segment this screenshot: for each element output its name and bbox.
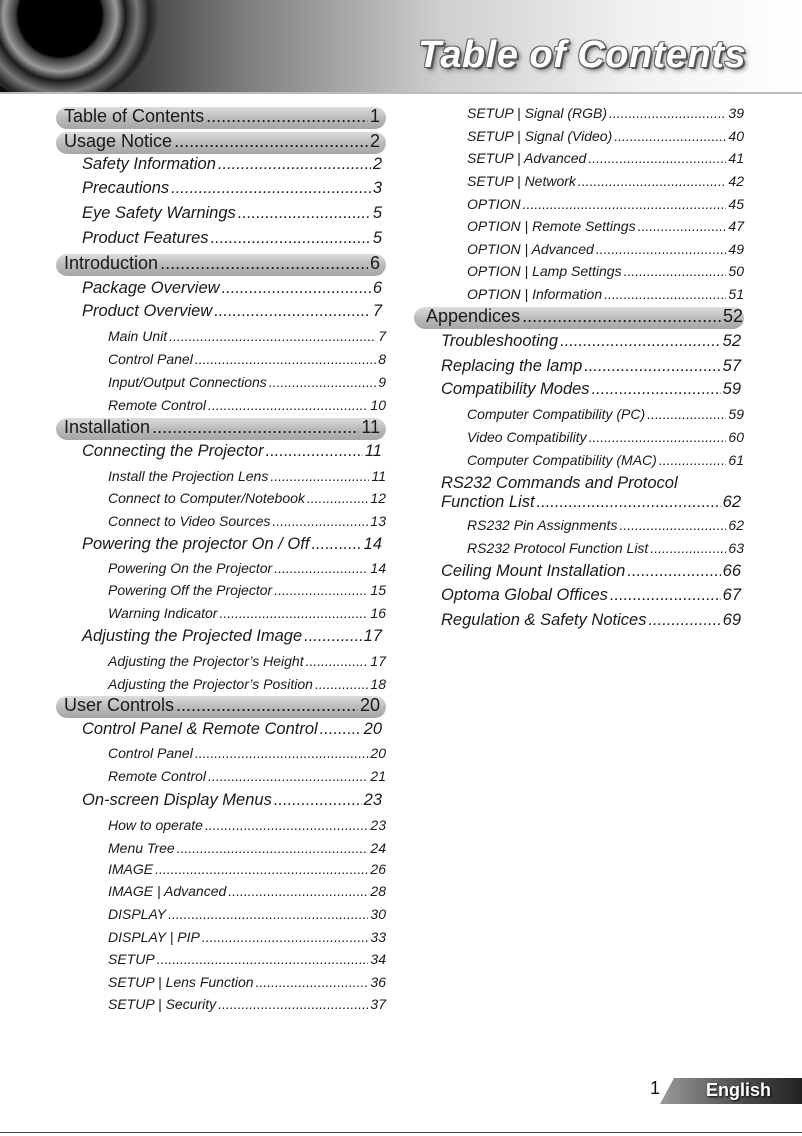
toc-entry-title: Compatibility Modes [441,380,590,399]
toc-entry-title: SETUP | Signal (RGB) [467,104,608,121]
toc-entry-title: Input/Output Connections [108,373,267,390]
toc-entry-title: OPTION [467,195,521,212]
toc-entry-title: Connecting the Projector [82,442,264,461]
toc-page-number: 40 [728,127,744,144]
toc-page-number: 5 [372,229,382,248]
toc-entry-title: Replacing the lamp [441,357,583,376]
toc-page-number: 20 [359,695,380,716]
header-divider [0,92,802,94]
toc-entry-title: RS232 Commands and Protocol [441,474,678,493]
toc-page-number: 12 [370,489,386,506]
toc-entry[interactable] [108,582,386,598]
toc-entry[interactable] [441,586,741,605]
toc-page-number: 1 [369,106,380,127]
toc-leader-dots [659,452,727,468]
toc-leader-dots [578,173,727,189]
toc-entry[interactable] [467,263,744,279]
toc-leader-dots [176,695,358,716]
language-label: English [706,1080,772,1100]
toc-leader-dots [627,562,720,581]
toc-page-number: 26 [370,860,386,877]
toc-entry-title: SETUP | Advanced [467,149,587,166]
toc-entry[interactable] [82,720,382,739]
toc-leader-dots [218,996,368,1012]
projector-lens-graphic [0,0,160,92]
toc-entry[interactable] [441,380,741,399]
toc-page-number: 7 [372,302,382,321]
toc-leader-dots [195,745,369,761]
toc-entry[interactable] [108,974,386,990]
toc-entry-title: Optoma Global Offices [441,586,608,605]
toc-page-number: 15 [370,581,386,598]
toc-entry[interactable] [441,474,678,493]
toc-entry[interactable] [108,929,386,945]
toc-entry[interactable] [82,791,382,810]
toc-leader-dots [624,263,727,279]
toc-entry-title: Control Panel [108,350,193,367]
toc-entry[interactable] [108,883,386,899]
footer-divider [0,1132,802,1133]
toc-leader-dots [256,974,369,990]
toc-entry-title: Usage Notice [64,131,173,152]
toc-page-number: 20 [370,744,386,761]
toc-leader-dots [596,241,727,257]
toc-entry-title: User Controls [64,695,175,716]
toc-section-entry[interactable] [64,417,380,438]
toc-entry-title: Troubleshooting [441,332,559,351]
toc-entry-title: Video Compatibility [467,428,587,445]
toc-entry[interactable] [467,286,744,302]
page-header [0,0,802,92]
toc-entry-title: OPTION | Advanced [467,240,594,257]
toc-entry-title: Function List [441,493,535,512]
toc-leader-dots [592,380,721,399]
toc-leader-dots [269,374,376,390]
toc-page-number: 14 [363,535,382,554]
toc-section-entry[interactable] [64,131,380,152]
toc-entry-title: Powering Off the Projector [108,581,273,598]
toc-page-number: 11 [364,442,382,461]
toc-entry-title: RS232 Pin Assignments [467,516,618,533]
toc-page-number: 52 [722,306,743,327]
toc-entry[interactable] [108,490,386,506]
toc-section-entry[interactable] [64,695,380,716]
toc-entry-title: Computer Compatibility (MAC) [467,451,657,468]
toc-entry-title: SETUP | Signal (Video) [467,127,613,144]
toc-page-number: 45 [728,195,744,212]
toc-entry-title: Adjusting the Projector’s Height [108,652,304,669]
toc-leader-dots [208,768,368,784]
toc-page-number: 41 [728,149,744,166]
page-number: 1 [650,1078,661,1098]
toc-entry-title: IMAGE | Advanced [108,882,227,899]
toc-entry-title: OPTION | Lamp Settings [467,262,622,279]
toc-leader-dots [307,490,369,506]
toc-leader-dots [604,286,726,302]
toc-entry[interactable] [467,105,744,121]
toc-entry-title: Product Features [82,229,209,248]
toc-page-number: 7 [378,327,386,344]
toc-entry[interactable] [108,513,386,529]
toc-leader-dots [228,883,368,899]
toc-entry[interactable] [441,357,741,376]
toc-page-number: 14 [370,559,386,576]
toc-entry[interactable] [108,468,386,484]
toc-entry[interactable] [82,442,382,461]
toc-leader-dots [537,493,721,512]
toc-leader-dots [523,196,727,212]
toc-entry-title: Appendices [426,306,521,327]
toc-page-number: 47 [728,217,744,234]
toc-page-number: 5 [372,204,382,223]
toc-leader-dots [648,611,720,630]
toc-leader-dots [238,204,371,223]
toc-leader-dots [320,720,362,739]
toc-entry-title: Control Panel & Remote Control [82,720,318,739]
toc-entry-title: Menu Tree [108,839,175,856]
toc-leader-dots [272,513,368,529]
toc-page-number: 17 [370,652,386,669]
toc-entry-title: OPTION | Information [467,285,603,302]
toc-leader-dots [650,540,726,556]
toc-entry-title: DISPLAY | PIP [108,928,200,945]
toc-leader-dots [311,535,361,554]
toc-page-number: 33 [370,928,386,945]
toc-entry[interactable] [467,173,744,189]
toc-page-number: 8 [378,350,386,367]
page-title: Table of Contents [418,34,746,76]
toc-page-number: 63 [728,539,744,556]
toc-leader-dots [218,155,371,174]
toc-leader-dots [638,218,727,234]
toc-page-number: 18 [370,675,386,692]
toc-page-number: 6 [369,253,380,274]
toc-entry-title: Powering On the Projector [108,559,273,576]
toc-page-number: 69 [722,611,741,630]
toc-entry[interactable] [108,560,386,576]
toc-leader-dots [306,653,369,669]
toc-leader-dots [157,951,369,967]
toc-page-number: 60 [728,428,744,445]
toc-leader-dots [560,332,721,351]
toc-entry[interactable] [467,540,744,556]
toc-leader-dots [206,106,368,127]
toc-page-number: 51 [728,285,744,302]
toc-entry-title: Connect to Computer/Notebook [108,489,305,506]
toc-entry-title: Package Overview [82,279,220,298]
toc-entry[interactable] [82,535,382,554]
toc-entry[interactable] [467,517,744,533]
toc-entry-title: How to operate [108,816,203,833]
toc-entry-title: Product Overview [82,302,213,321]
toc-entry-title: Safety Information [82,155,216,174]
toc-page-number: 36 [370,973,386,990]
toc-entry[interactable] [467,128,744,144]
toc-leader-dots [168,906,368,922]
toc-entry[interactable] [467,150,744,166]
toc-page-number: 11 [361,417,380,438]
toc-leader-dots [610,586,721,605]
toc-page-number: 9 [378,373,386,390]
toc-leader-dots [222,279,371,298]
toc-entry[interactable] [108,951,386,967]
toc-entry-title: Control Panel [108,744,193,761]
toc-entry[interactable] [82,229,382,248]
toc-entry[interactable] [467,429,744,445]
toc-page-number: 20 [363,720,382,739]
toc-entry[interactable] [108,861,386,877]
toc-entry[interactable] [441,562,741,581]
toc-entry-title: Remote Control [108,396,207,413]
toc-page-number: 23 [363,791,382,810]
toc-page-number: 10 [370,396,386,413]
toc-page-number: 2 [369,131,380,152]
toc-leader-dots [171,179,371,198]
toc-leader-dots [588,150,726,166]
toc-page-number: 11 [371,467,386,484]
toc-leader-dots [274,560,368,576]
toc-page-number: 50 [728,262,744,279]
toc-page-number: 28 [370,882,386,899]
toc-entry[interactable] [108,996,386,1012]
toc-leader-dots [266,442,363,461]
toc-section-entry[interactable] [64,106,380,127]
toc-entry-title: IMAGE [108,860,154,877]
toc-entry[interactable] [108,676,386,692]
toc-entry[interactable] [82,279,382,298]
toc-page-number: 13 [370,512,386,529]
toc-section-entry[interactable] [64,253,380,274]
toc-entry-title: DISPLAY [108,905,167,922]
toc-leader-dots [614,128,726,144]
toc-entry[interactable] [82,204,382,223]
toc-page-number: 61 [728,451,744,468]
toc-entry-title: Regulation & Safety Notices [441,611,647,630]
toc-entry-title: Table of Contents [64,106,205,127]
toc-page-number: 39 [728,104,744,121]
toc-entry-title: RS232 Protocol Function List [467,539,649,556]
toc-entry-title: Adjusting the Projected Image [82,627,303,646]
toc-entry[interactable] [82,155,382,174]
toc-page-number: 21 [370,767,386,784]
toc-entry[interactable] [82,627,382,646]
toc-entry-title: Eye Safety Warnings [82,204,236,223]
toc-entry[interactable] [82,179,382,198]
toc-entry[interactable] [467,452,744,468]
toc-entry-title: Main Unit [108,327,168,344]
toc-leader-dots [304,627,362,646]
toc-leader-dots [270,468,369,484]
toc-leader-dots [274,582,368,598]
toc-entry-title: Introduction [64,253,159,274]
toc-page-number: 3 [372,179,382,198]
toc-entry-title: Precautions [82,179,170,198]
toc-leader-dots [205,817,368,833]
toc-page-number: 17 [363,627,382,646]
toc-page-number: 34 [370,950,386,967]
toc-entry[interactable] [108,653,386,669]
toc-entry-title: SETUP | Network [467,172,576,189]
toc-page-number: 59 [728,405,744,422]
toc-entry-title: Powering the projector On / Off [82,535,310,554]
toc-entry-title: Warning Indicator [108,604,218,621]
toc-entry-title: Ceiling Mount Installation [441,562,626,581]
toc-page-number: 62 [722,493,741,512]
toc-entry[interactable] [108,840,386,856]
toc-page-number: 67 [722,586,741,605]
toc-leader-dots [609,105,726,121]
toc-entry[interactable] [108,745,386,761]
toc-leader-dots [174,131,368,152]
toc-page-number: 49 [728,240,744,257]
toc-leader-dots [169,328,376,344]
toc-page-number: 52 [722,332,741,351]
toc-leader-dots [177,840,369,856]
toc-page-number: 24 [370,839,386,856]
toc-entry-title: SETUP [108,950,155,967]
toc-leader-dots [619,517,726,533]
toc-leader-dots [589,429,727,445]
toc-entry[interactable] [467,406,744,422]
toc-entry[interactable] [467,241,744,257]
toc-page-number: 2 [372,155,382,174]
toc-page-number: 57 [722,357,741,376]
toc-entry-title: Connect to Video Sources [108,512,271,529]
toc-entry[interactable] [441,493,741,512]
toc-leader-dots [584,357,720,376]
toc-leader-dots [160,253,368,274]
toc-page-number: 37 [370,995,386,1012]
toc-leader-dots [152,417,359,438]
toc-page-number: 62 [728,516,744,533]
toc-entry[interactable] [467,196,744,212]
toc-section-entry[interactable] [426,306,743,327]
toc-leader-dots [647,406,726,422]
toc-entry-title: Install the Projection Lens [108,467,269,484]
toc-entry[interactable] [108,605,386,621]
toc-page-number: 30 [370,905,386,922]
toc-entry[interactable] [108,397,386,413]
toc-entry[interactable] [441,611,741,630]
toc-leader-dots [214,302,371,321]
toc-page-number: 23 [370,816,386,833]
toc-entry[interactable] [108,328,386,344]
toc-entry-title: Remote Control [108,767,207,784]
toc-leader-dots [211,229,371,248]
toc-entry[interactable] [108,351,386,367]
toc-leader-dots [195,351,376,367]
toc-leader-dots [202,929,369,945]
toc-entry-title: OPTION | Remote Settings [467,217,636,234]
toc-entry[interactable] [441,332,741,351]
toc-leader-dots [155,861,368,877]
toc-entry[interactable] [82,302,382,321]
toc-entry-title: Installation [64,417,151,438]
toc-page-number: 16 [370,604,386,621]
toc-entry[interactable] [108,906,386,922]
toc-leader-dots [522,306,721,327]
toc-leader-dots [315,676,368,692]
toc-entry[interactable] [108,768,386,784]
toc-entry-title: Adjusting the Projector’s Position [108,675,313,692]
toc-leader-dots [219,605,368,621]
toc-entry-title: On-screen Display Menus [82,791,272,810]
toc-page-number: 42 [728,172,744,189]
toc-page-number: 59 [722,380,741,399]
toc-entry[interactable] [467,218,744,234]
toc-page-number: 6 [372,279,382,298]
toc-entry-title: SETUP | Security [108,995,217,1012]
toc-entry[interactable] [108,374,386,390]
toc-leader-dots [274,791,362,810]
toc-entry-title: SETUP | Lens Function [108,973,254,990]
toc-entry-title: Computer Compatibility (PC) [467,405,646,422]
toc-leader-dots [208,397,368,413]
toc-entry[interactable] [108,817,386,833]
toc-page-number: 66 [722,562,741,581]
